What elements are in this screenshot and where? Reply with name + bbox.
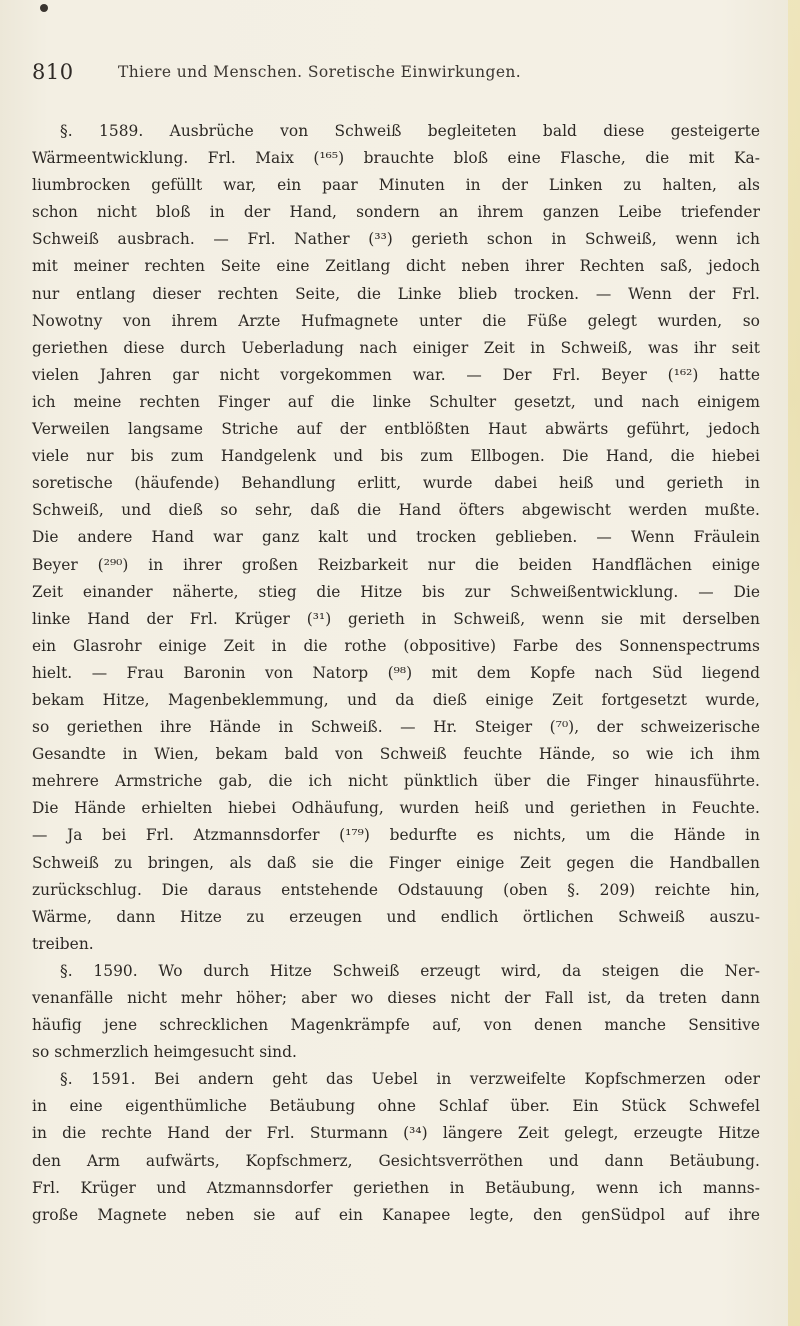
text-line: den Arm aufwärts, Kopfschmerz, Gesichtsverröthen und dann Betäubung. — [32, 1151, 760, 1170]
running-head: Thiere und Menschen. Soretische Einwirkungen. — [118, 63, 522, 81]
text-line: so schmerzlich heimgesucht sind. — [32, 1043, 297, 1062]
text-line: Gesandte in Wien, bekam bald von Schweiß feuchte Hände, so wie ich ihm — [32, 745, 760, 764]
text-line: Wärme, dann Hitze zu erzeugen und endlich örtlichen Schweiß auszu- — [32, 907, 760, 926]
page-number: 810 — [32, 60, 74, 84]
text-line: geriethen diese durch Ueberladung nach einiger Zeit in Schweiß, was ihr seit — [32, 338, 760, 357]
text-line: in eine eigenthümliche Betäubung ohne Schlaf über. Ein Stück Schwefel — [32, 1097, 760, 1116]
text-line: ein Glasrohr einige Zeit in die rothe (obpositive) Farbe des Sonnenspectrums — [32, 636, 760, 655]
text-line: so geriethen ihre Hände in Schweiß. — Hr. Steiger (⁷⁰), der schweizerische — [32, 718, 760, 737]
text-line: Wärmeentwicklung. Frl. Maix (¹⁶⁵) brauchte bloß eine Flasche, die mit Ka- — [32, 149, 760, 168]
text-line: Beyer (²⁹⁰) in ihrer großen Reizbarkeit nur die beiden Handflächen einige — [32, 555, 760, 574]
text-line: Nowotny von ihrem Arzte Hufmagnete unter die Füße gelegt wurden, so — [32, 311, 760, 330]
text-line: nur entlang dieser rechten Seite, die Linke blieb trocken. — Wenn der Frl. — [32, 284, 760, 303]
text-line: linke Hand der Frl. Krüger (³¹) gerieth in Schweiß, wenn sie mit derselben — [32, 609, 760, 628]
text-line: Schweiß ausbrach. — Frl. Nather (³³) gerieth schon in Schweiß, wenn ich — [32, 230, 760, 249]
text-line: bekam Hitze, Magenbeklemmung, und da dieß einige Zeit fortgesetzt wurde, — [32, 690, 760, 709]
text-line: häufig jene schrecklichen Magenkrämpfe auf, von denen manche Sensitive — [32, 1016, 760, 1035]
text-line: mehrere Armstriche gab, die ich nicht pünktlich über die Finger hinausführte. — [32, 772, 760, 791]
text-line: treiben. — [32, 934, 94, 953]
text-line: hielt. — Frau Baronin von Natorp (⁹⁸) mit dem Kopfe nach Süd liegend — [32, 663, 760, 682]
text-line: Schweiß zu bringen, als daß sie die Finger einige Zeit gegen die Handballen — [32, 853, 760, 872]
text-line: Frl. Krüger und Atzmannsdorfer geriethen in Betäubung, wenn ich manns- — [32, 1178, 760, 1197]
text-line: viele nur bis zum Handgelenk und bis zum Ellbogen. Die Hand, die hiebei — [32, 447, 760, 466]
page-header — [32, 60, 752, 88]
text-line: liumbrocken gefüllt war, ein paar Minuten in der Linken zu halten, als — [32, 176, 760, 195]
text-line: Die andere Hand war ganz kalt und trocken geblieben. — Wenn Fräulein — [32, 528, 760, 547]
text-line: Verweilen langsame Striche auf der entblößten Haut abwärts geführt, jedoch — [32, 420, 760, 439]
page-edge-stain — [788, 0, 800, 1326]
text-line: mit meiner rechten Seite eine Zeitlang dicht neben ihrer Rechten saß, jedoch — [32, 257, 760, 276]
text-line: — Ja bei Frl. Atzmannsdorfer (¹⁷⁹) bedurfte es nichts, um die Hände in — [32, 826, 760, 845]
text-line: §. 1591. Bei andern geht das Uebel in verzweifelte Kopfschmerzen oder — [60, 1070, 760, 1089]
text-line: Die Hände erhielten hiebei Odhäufung, wurden heiß und geriethen in Feuchte. — [32, 799, 760, 818]
text-line: venanfälle nicht mehr höher; aber wo dieses nicht der Fall ist, da treten dann — [32, 989, 760, 1007]
text-line: soretische (häufende) Behandlung erlitt, wurde dabei heiß und gerieth in — [32, 474, 760, 493]
body-text — [32, 118, 760, 1229]
text-line: Schweiß, und dieß so sehr, daß die Hand öfters abgewischt werden mußte. — [32, 501, 760, 520]
text-line: schon nicht bloß in der Hand, sondern an ihrem ganzen Leibe triefender — [32, 203, 760, 222]
text-line: zurückschlug. Die daraus entstehende Odstauung (oben §. 209) reichte hin, — [32, 880, 760, 899]
text-line: Zeit einander näherte, stieg die Hitze bis zur Schweißentwicklung. — Die — [32, 582, 760, 601]
text-line: in die rechte Hand der Frl. Sturmann (³⁴) längere Zeit gelegt, erzeugte Hitze — [32, 1124, 760, 1143]
text-line: vielen Jahren gar nicht vorgekommen war. — Der Frl. Beyer (¹⁶²) hatte — [32, 365, 760, 384]
text-line: §. 1589. Ausbrüche von Schweiß begleiteten bald diese gesteigerte — [60, 122, 760, 140]
text-line: ich meine rechten Finger auf die linke Schulter gesetzt, und nach einigem — [32, 392, 760, 411]
text-line: §. 1590. Wo durch Hitze Schweiß erzeugt wird, da steigen die Ner- — [60, 961, 760, 980]
text-line: große Magnete neben sie auf ein Kanapee legte, den genSüdpol auf ihre — [32, 1205, 760, 1224]
ink-spot — [40, 4, 48, 12]
